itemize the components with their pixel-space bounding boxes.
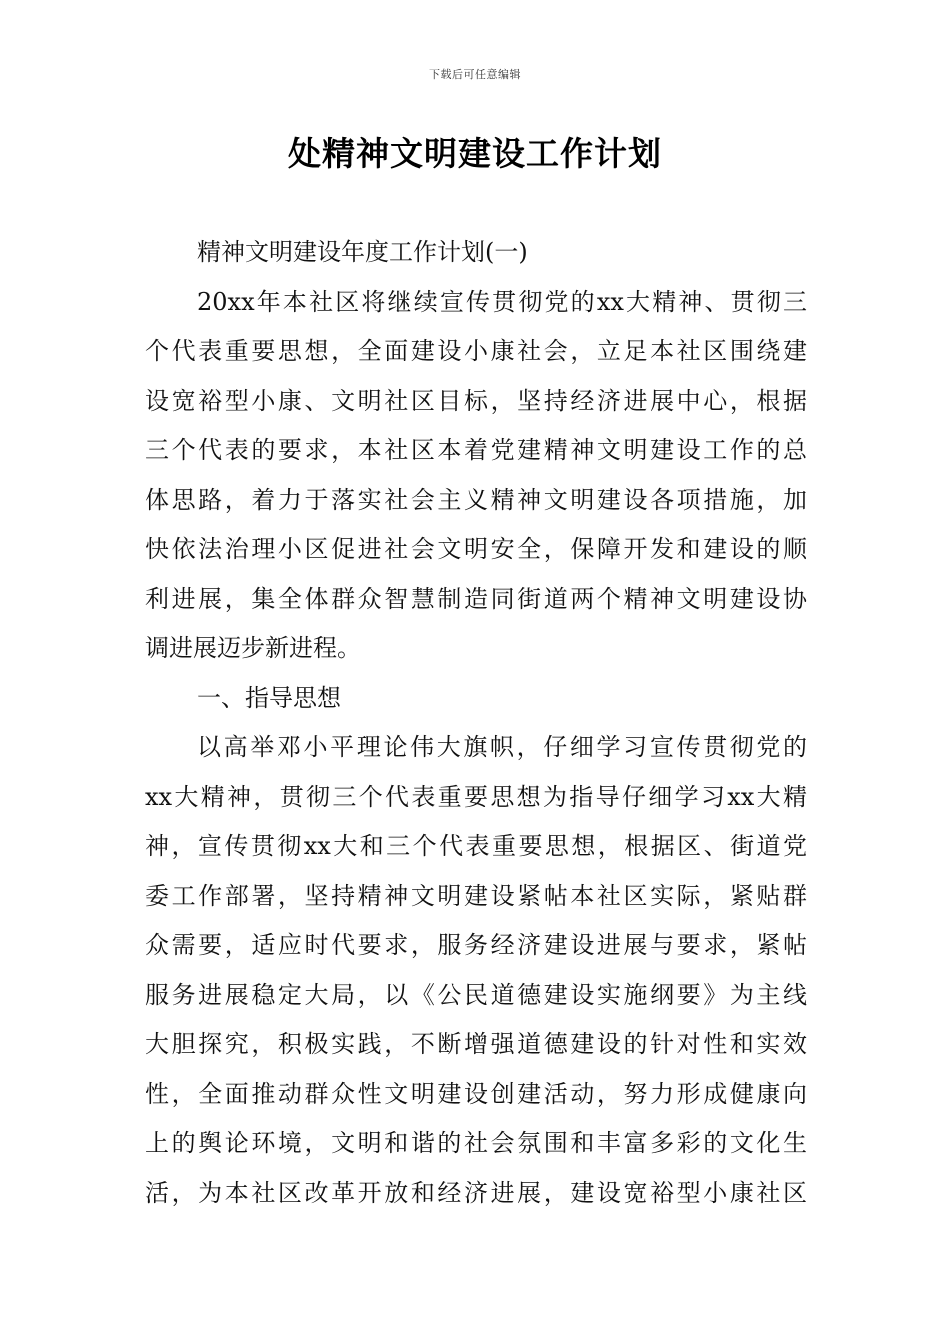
paragraph-line: 神，宣传贯彻xx大和三个代表重要思想，根据区、街道党 — [145, 832, 807, 860]
subtitle: 精神文明建设年度工作计划(一) — [197, 238, 528, 266]
paragraph-line: 活，为本社区改革开放和经济进展，建设宽裕型小康社区 — [145, 1178, 807, 1207]
paragraph-line: 服务进展稳定大局，以《公民道德建设实施纲要》为主线 — [145, 980, 807, 1009]
paragraph-line: xx大精神，贯彻三个代表重要思想为指导仔细学习xx大精 — [145, 782, 807, 811]
document-title: 处精神文明建设工作计划 — [288, 134, 662, 173]
paragraph-line: 委工作部署，坚持精神文明建设紧帖本社区实际，紧贴群 — [145, 881, 807, 910]
header-note: 下载后可任意编辑 — [429, 68, 521, 81]
paragraph-line: 体思路，着力于落实社会主义精神文明建设各项措施，加 — [145, 485, 807, 514]
paragraph-line: 利进展，集全体群众智慧制造同街道两个精神文明建设协 — [145, 584, 807, 613]
paragraph-line: 众需要，适应时代要求，服务经济建设进展与要求，紧帖 — [145, 931, 807, 959]
paragraph-line: 调进展迈步新进程。 — [145, 634, 361, 662]
paragraph-line: 个代表重要思想，全面建设小康社会，立足本社区围绕建 — [145, 337, 807, 365]
paragraph-line: 性，全面推动群众性文明建设创建活动，努力形成健康向 — [145, 1079, 807, 1108]
paragraph-line: 20xx年本社区将继续宣传贯彻党的xx大精神、贯彻三 — [197, 287, 807, 316]
section-heading: 一、指导思想 — [197, 683, 341, 712]
paragraph-line: 快依法治理小区促进社会文明安全，保障开发和建设的顺 — [145, 535, 807, 563]
paragraph-line: 设宽裕型小康、文明社区目标，坚持经济进展中心，根据 — [145, 386, 807, 415]
paragraph-line: 三个代表的要求，本社区本着党建精神文明建设工作的总 — [145, 436, 807, 464]
paragraph-1 — [145, 278, 807, 674]
paragraph-line: 以高举邓小平理论伟大旗帜，仔细学习宣传贯彻党的 — [197, 733, 807, 761]
paragraph-line: 上的舆论环境，文明和谐的社会氛围和丰富多彩的文化生 — [145, 1129, 807, 1157]
paragraph-line: 大胆探究，积极实践，不断增强道德建设的针对性和实效 — [145, 1030, 807, 1058]
paragraph-2 — [145, 723, 807, 1218]
document-body — [145, 228, 807, 1218]
